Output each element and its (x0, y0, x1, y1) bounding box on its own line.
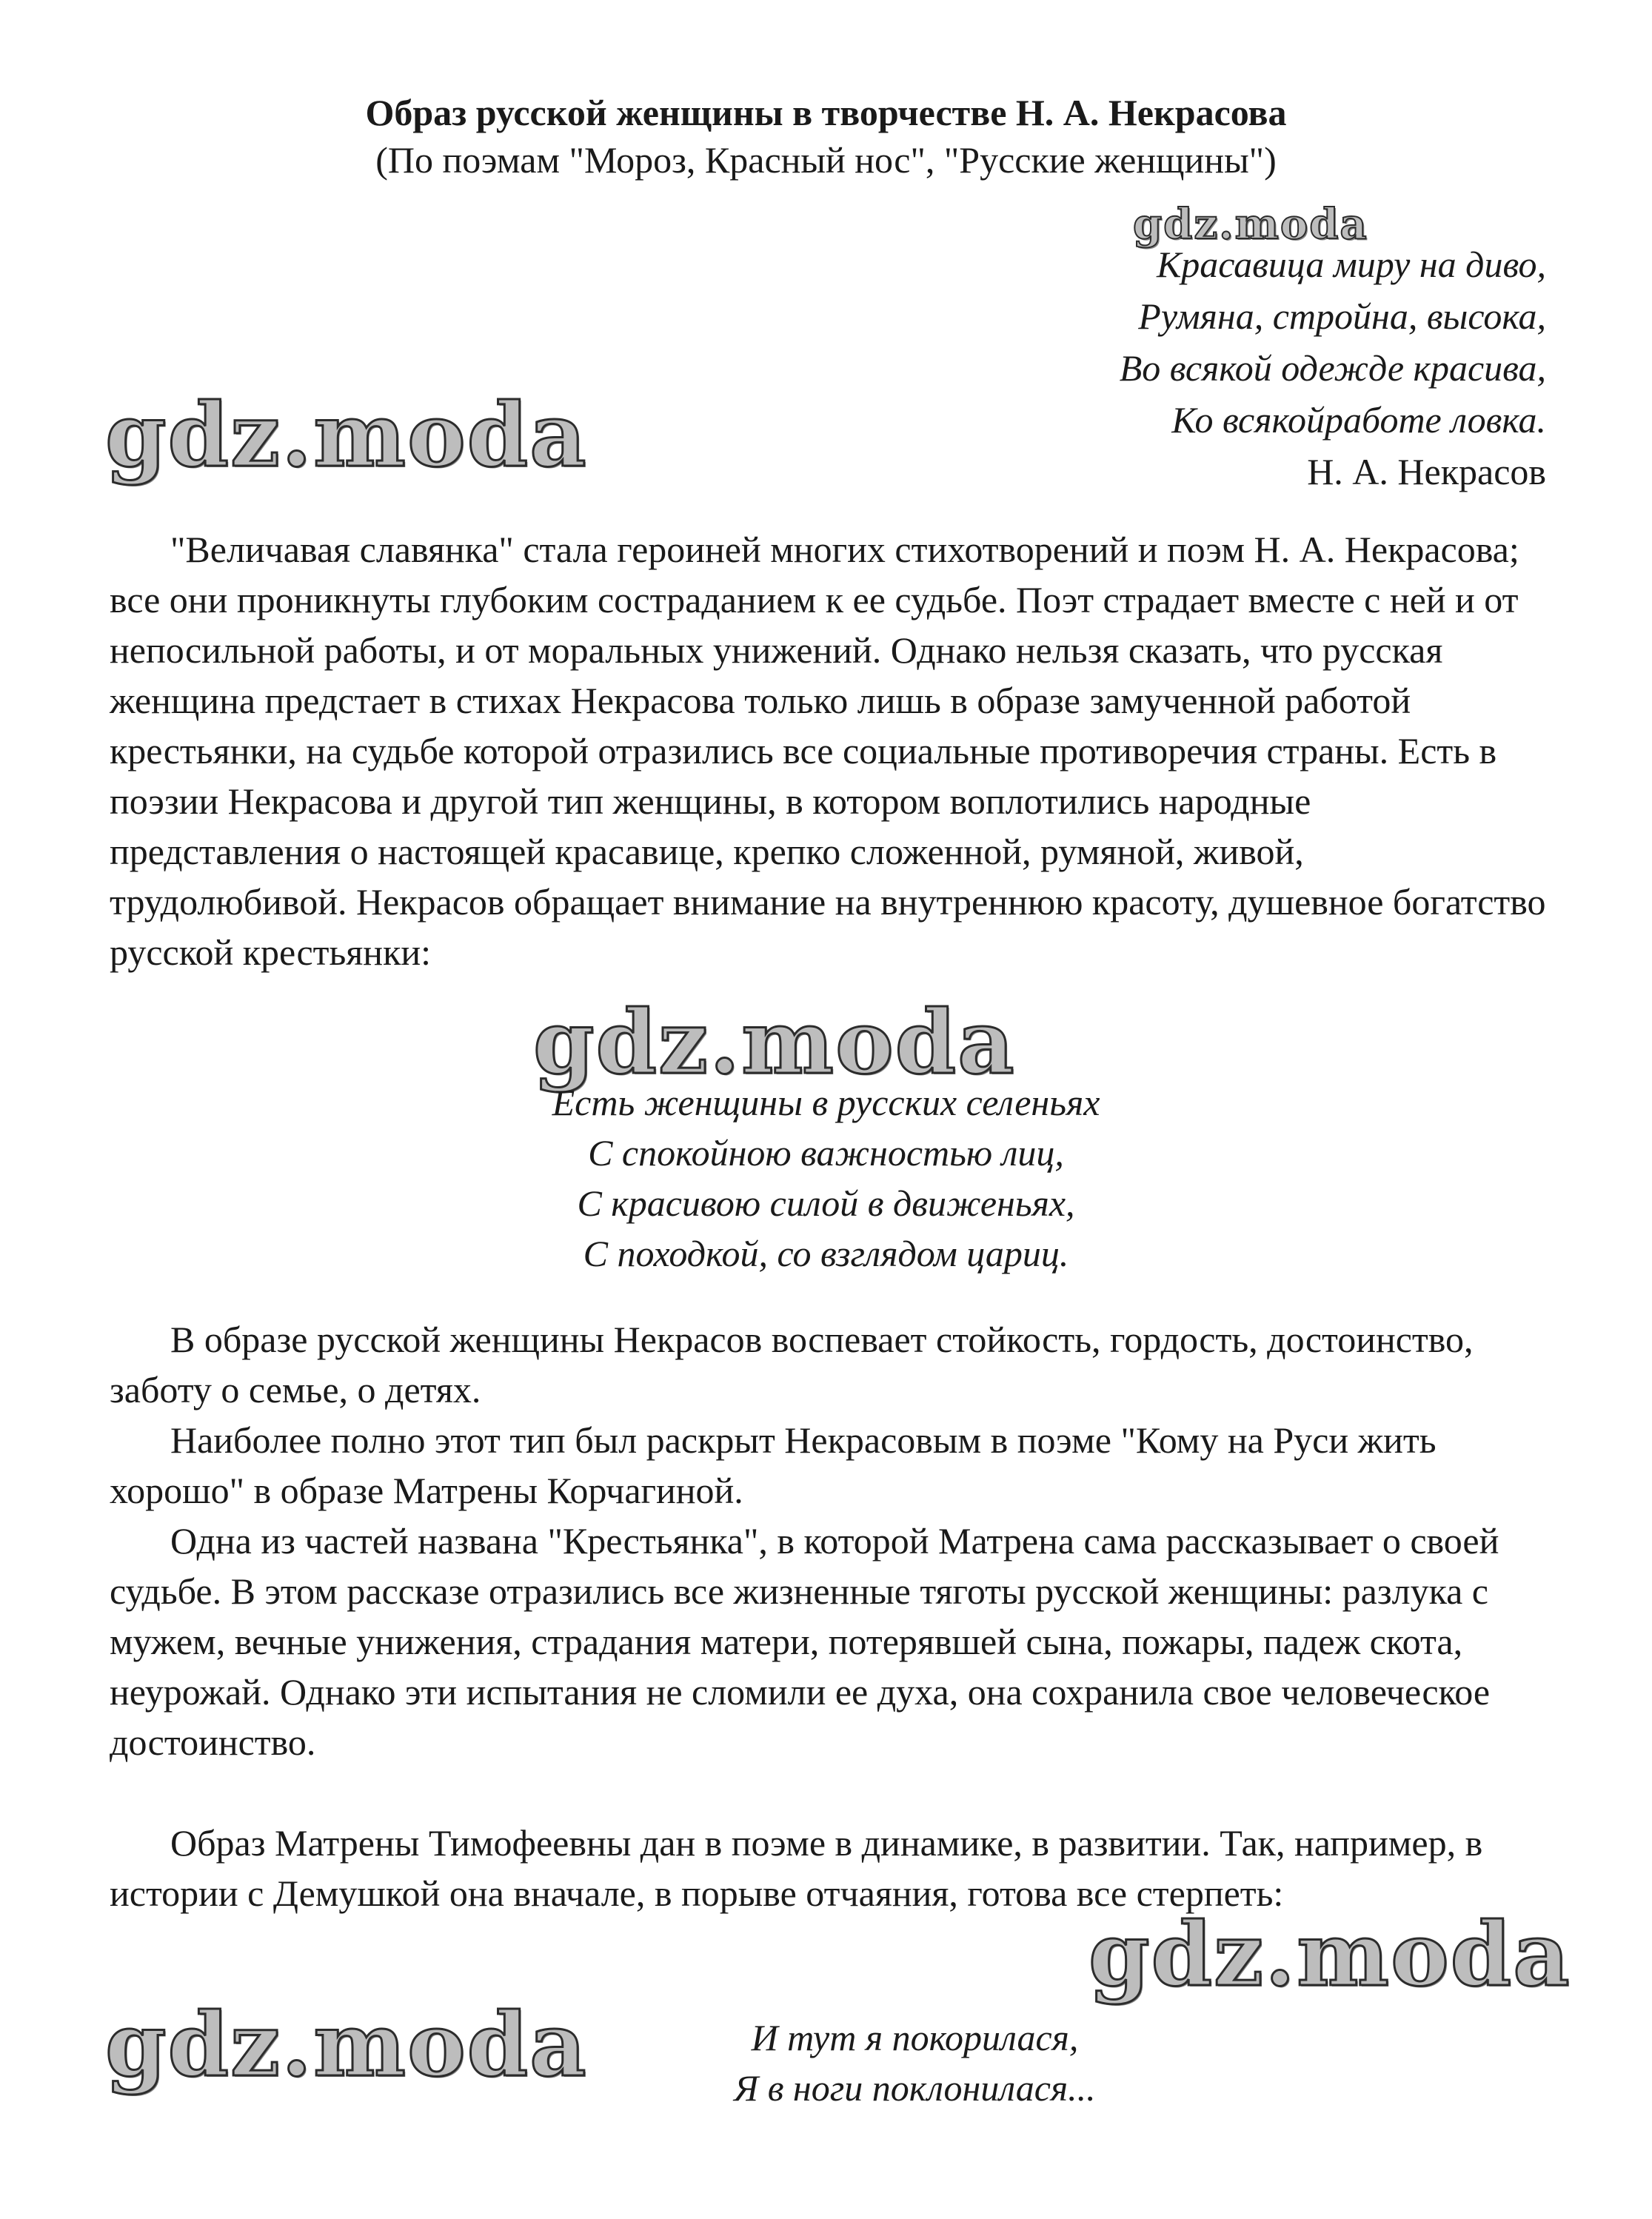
paragraph (110, 1314, 1546, 1415)
poem-line: С походкой, со взглядом цариц. (583, 1233, 1069, 1274)
paragraph (110, 1516, 1546, 1767)
poem-line: И тут я покорилася, (751, 2017, 1079, 2058)
page-subtitle: (По поэмам "Мороз, Красный нос", "Русские женщины") (375, 139, 1277, 181)
paragraph-text: Одна из частей названа "Крестьянка", в которой Матрена сама рассказывает о своей судьбе. В этом рассказе отразились все жизненные тяготы русской женщины: разлука с мужем, вечные унижения, страдания матери, потерявшей сына, пожары, падеж скота, неурожай. Однако эти испытания не сломили ее духа, она сохранила свое человеческое достоинство. (110, 1520, 1499, 1763)
title-block (0, 89, 1652, 184)
poem-line: С красивою силой в движеньях, (577, 1182, 1075, 1224)
epigraph (1120, 238, 1546, 498)
watermark-logo: gdz.moda (1088, 1903, 1571, 2006)
watermark-logo: gdz.moda (1133, 200, 1368, 249)
watermark-logo: gdz.moda (533, 991, 1016, 1094)
paragraph (110, 524, 1546, 977)
poem-line: Я в ноги поклонилася... (734, 2067, 1096, 2109)
watermark-logo: gdz.moda (105, 384, 588, 486)
paragraph (110, 1415, 1546, 1516)
epigraph-line: Во всякой одежде красива, (1119, 347, 1546, 389)
epigraph-line: Ко всякойработе ловка. (1171, 399, 1546, 441)
paragraph-text: В образе русской женщины Некрасов воспевает стойкость, гордость, достоинство, заботу о семье, о детях. (110, 1319, 1474, 1410)
epigraph-line: Красавица миру на диво, (1156, 244, 1546, 285)
paragraph-text: Наиболее полно этот тип был раскрыт Некрасовым в поэме "Кому на Руси жить хорошо" в образе Матрены Корчагиной. (110, 1419, 1437, 1511)
poem-line: С спокойною важностью лиц, (588, 1132, 1064, 1174)
poem-quote (0, 1077, 1652, 1279)
watermark-logo: gdz.moda (105, 1993, 588, 2096)
poem-line: Есть женщины в русских селеньях (552, 1082, 1100, 1123)
page-title: Образ русской женщины в творчестве Н. А. Некрасова (365, 92, 1287, 133)
epigraph-line: Румяна, стройна, высока, (1138, 295, 1546, 337)
paragraph-text: "Величавая славянка" стала героиней многих стихотворений и поэм Н. А. Некрасова; все они проникнуты глубоким состраданием к ее судьбе. Поэт страдает вместе с ней и от непосильной работы, и от моральных унижений. Однако нельзя сказать, что русская женщина предстает в стихах Некрасова только лишь в образе замученной работой крестьянки, на судьбе которой отразились все социальные противоречия страны. Есть в поэзии Некрасова и другой тип женщины, в котором воплотились народные представления о настоящей красавице, крепко сложенной, румяной, живой, трудолюбивой. Некрасов обращает внимание на внутреннюю красоту, душевное богатство русской крестьянки: (110, 529, 1546, 973)
paragraph-text: Образ Матрены Тимофеевны дан в поэме в динамике, в развитии. Так, например, в истории с Демушкой она вначале, в порыве отчаяния, готова все стерпеть: (110, 1822, 1483, 1914)
epigraph-author: Н. А. Некрасов (1307, 451, 1546, 492)
poem-quote (89, 2012, 1652, 2113)
